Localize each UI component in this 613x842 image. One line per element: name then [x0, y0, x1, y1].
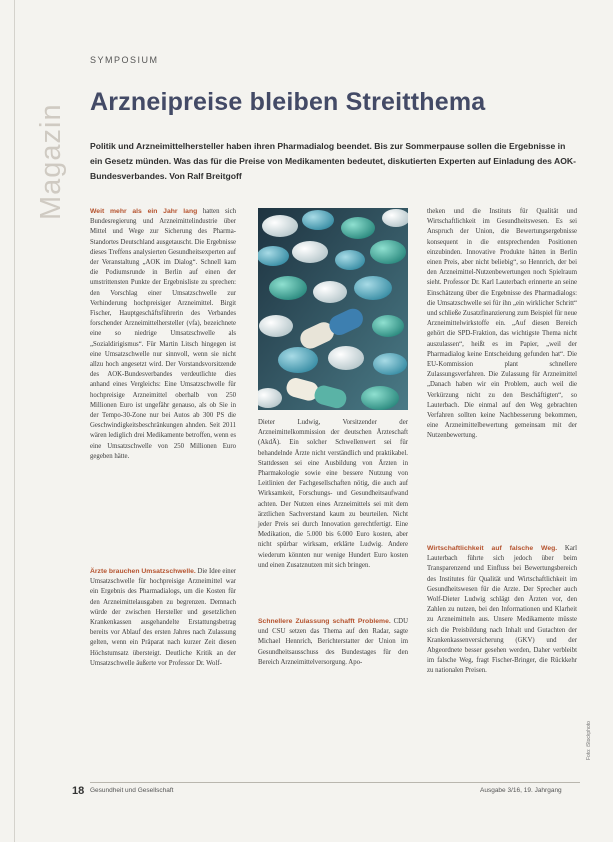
paragraph-kicker: Weit mehr als ein Jahr lang [90, 208, 198, 215]
magazine-section-label [35, 50, 67, 220]
column-2-paragraph [258, 418, 408, 571]
page-number: 18 [72, 785, 85, 797]
article-lead: Politik und Arzneimittelhersteller haben ihren Pharmadialog beendet. Bis zur Sommerpause sollen die Ergebnisse in ein Gesetz münden. Was das für die Preise von Medikamenten bedeutet, diskutierten Experten auf Einladung des AOK-Bundesverbandes. Von Ralf Breitgoff [90, 141, 576, 181]
paragraph-text: Dieter Ludwig, Vorsitzender der Arzneimittelkommission der deutschen Ärzteschaft (AkdÄ). Ein solcher Schwellenwert sei für behandelnde Ärzte nicht verständlich und praktikabel. Stattdessen sei eine Ausbildung von Ärzten in Pharmakologie sowie eine bessere Nutzung von Leitlinien der Fachgesellschaften nötig, die auch auf Wirksamkeit, Forschungs- und Gesundheitsaufwand achten. Der Nutzen eines Arzneimittels sei mit dem ärztlichen Sachverstand kaum zu beurteilen. Nicht jeder Preis sei durch Innovation gerechtfertigt. Eine Medikation, die 5.000 bis 6.000 Euro kosten, aber nicht spürbar wirksam, erklärte Ludwig. Andere wiederum könnten nur wenige Hundert Euro kosten und einen Zusatznutzen mit sich bringen. [258, 419, 408, 569]
pills-photo [258, 208, 408, 410]
scan-edge [14, 0, 15, 842]
photo-credit-text: Foto: iStockphoto [586, 721, 592, 760]
paragraph-text: Karl Lauterbach führte sich jedoch über beim Transparenzend und Einfluss bei Bewertungsbereich des Institutes für Qualität und Wirtschaftlichkeit im Gesundheitswesen für die Arzte. Der Sprecher auch Wolf-Dieter Ludwig schlägt den Ärzten vor, den Zahlen zu nutzen, bei den Informationen und Klarheit zu Arzneimitteln aus. Unsere Medikamente müsste sich die Preisbildung nach Inhalt und Gutachten der Krankenkassenversicherung (GKV) und der Abgeordnete besser gesehen werden, Daher verbleibt im falsche Weg, fragt Fischer-Bringer, die Rückkehr zu nationalen Preisen. [427, 545, 577, 675]
column-3-paragraph-2 [427, 544, 577, 677]
column-1-paragraph [90, 207, 236, 462]
pills-illustration [258, 208, 408, 410]
column-2-paragraph-2 [258, 617, 408, 668]
paragraph-kicker: Ärzte brauchen Umsatzschwelle. [90, 568, 196, 575]
footer-publication: Gesundheit und Gesellschaft [90, 787, 174, 794]
paragraph-text: hatten sich Bundesregierung und Arzneimittelindustrie über Mittel und Wege zur Sicherung des Pharma-Standortes Deutschland ausgetauscht. Die Ergebnisse dieses Treffens analysierten Gesundheitsexperten auf der Veranstaltung „AOK im Dialog“. Schnell kam die Podiumsrunde in Berlin auf einen der umstrittensten Punkte der Ergebnisliste zu sprechen: den Vorschlag einer Umsatzschwelle zur Verhinderung hochpreisiger Arzneimittel. Birgit Fischer, Hauptgeschäftsführerin des Verbandes forschender Arzneimittelhersteller (vfa), bezeichnete eine so niedrige Umsatzschwelle als „Sozialdirigismus“. Für Martin Litsch hingegen ist eine Umsatzschwelle nur sinnvoll, wenn sie nicht allzu hoch angesetzt wird. Der Vorstandsvorsitzende des AOK-Bundesverbandes verdeutlichte dies anhand eines Vergleichs: Eine Umsatzschwelle für hochpreisige Arzneimittel oberhalb von 250 Millionen Euro ist ungefähr genauso, als ob Sie in der Tempo-30-Zone nur bei Autos ab 300 PS die Geschwindigkeitsbeschränkungen ahnden. Seit 2011 wären lediglich drei Medikamente betroffen, wenn es eine Umsatzschwelle von 250 Millionen Euro gegeben hätte. [90, 208, 236, 460]
photo-credit [586, 670, 596, 760]
article-headline: Arzneipreise bleiben Streitthema [90, 88, 486, 116]
footer-divider [90, 782, 580, 783]
column-3-paragraph [427, 207, 577, 442]
paragraph-text: CDU und CSU setzen das Thema auf den Radar, sagte Michael Hennrich, Berichterstatter der Union im Gesundheitsausschuss des Bundestages für den Bereich Arzneimittelversorgung. Apo- [258, 618, 408, 666]
paragraph-kicker: Wirtschaftlichkeit auf falsche Weg. [427, 545, 558, 552]
column-1-paragraph-2 [90, 567, 236, 669]
paragraph-text: theken und die Instituts für Qualität und Wirtschaftlichkeit im Gesundheitswesen. Es sei Anspruch der Union, die Bewertungsergebnisse konsequent in die entsprechenden Positionen einzubinden. Innovative Produkte hätten in Berlin einen Preis, aber nicht beliebig“, so Hennrich, der bei den Arzneimittel-Nutzenbewertungen noch Spielraum sieht. Professor Dr. Karl Lauterbach erinnerte an seine Einschätzung über die Ergebnisse des Pharmadialogs: die Umsatzschwelle sei für ihn „ein wirklicher Schritt“ und schließe Zusatzfinanzierung zum Beispiel für neue Arzneimittelwirkstoffe ein. „Auf diesen Bereich gehört die SPD-Fraktion, das wichtigste Thema nicht auszulassen“, heißt es im Papier, „weil der Pharmadialog keine Entscheidung gefunden hat“. Die EU-Kommission plant schnellere Zulassungsverfahren. Die Zulassung für Arzneimittel „Danach haben wir ein Problem, auch weil die Verkürzung nicht zu den Beschäftigten“, so Lauterbach. Die einmal auf den Weg gebrachten Verfahren sollten keine Nachbesserung bekommen, eine Arzneimittelbewertung gemeinsam mit der Nutzenbewertung. [427, 208, 577, 440]
magazine-label-text: Magazin [35, 103, 67, 220]
paragraph-text: Die Idee einer Umsatzschwelle für hochpreisige Arzneimittel war ein Ergebnis des Pharmadialogs, um die Kosten für den Arzneimittelausgaben zu begrenzen. Demnach würde der zwischen Hersteller und gesetzlichen Krankenkassen ausgehandelte Erstattungsbetrag bereits vor Ablauf des ersten Jahres nach Zulassung gelten, wenn ein Präparat nach kurzer Zeit diesen Höchstumsatz übersteigt. Deutliche Kritik an der Umsatzschwelle äußerte vor Professor Dr. Wolf- [90, 568, 236, 667]
footer-issue: Ausgabe 3/16, 19. Jahrgang [480, 787, 562, 794]
paragraph-kicker: Schnellere Zulassung schafft Probleme. [258, 618, 391, 625]
section-kicker: SYMPOSIUM [90, 55, 159, 65]
